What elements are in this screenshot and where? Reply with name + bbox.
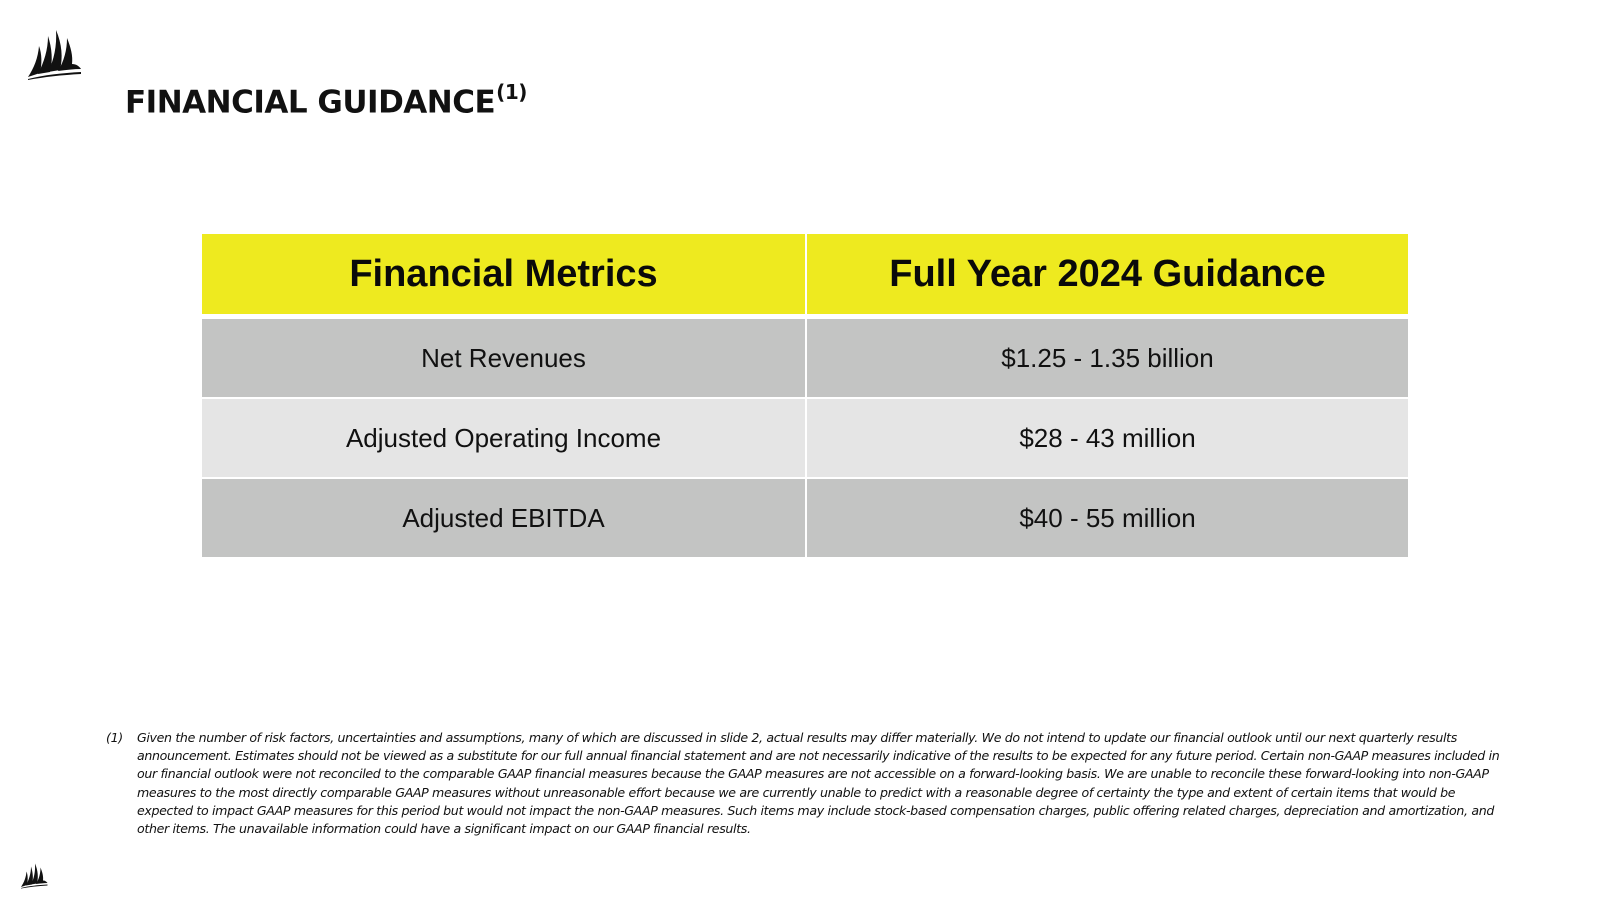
footnote-marker: (1) — [106, 730, 123, 745]
footnote — [106, 729, 1506, 838]
metric-cell: Adjusted EBITDA — [202, 478, 806, 557]
sails-logo-icon — [26, 28, 82, 80]
guidance-cell: $28 - 43 million — [806, 398, 1408, 478]
title-footnote-ref: (1) — [496, 80, 527, 104]
header-full-year-guidance: Full Year 2024 Guidance — [806, 234, 1408, 317]
title-text: FINANCIAL GUIDANCE — [125, 84, 496, 121]
table-row — [202, 398, 1408, 478]
table-row — [202, 478, 1408, 557]
footnote-text: Given the number of risk factors, uncertainties and assumptions, many of which are discussed in slide 2, actual results may differ materially. We do not intend to update our financial outlook until our next quarterly results announcement. Estimates should not be viewed as a substitute for our full annual financial statement and are not necessarily indicative of the results to be expected for any future period. Certain non-GAAP measures included in our financial outlook were not reconciled to the comparable GAAP financial measures because the GAAP measures are not accessible on a forward-looking basis. We are unable to reconcile these forward-looking into non-GAAP measures to the most directly comparable GAAP measures without unreasonable effort because we are currently unable to predict with a reasonable degree of certainty the type and extent of certain items that would be expected to impact GAAP measures for this period but would not impact the non-GAAP measures. Such items may include stock-based compensation charges, public offering related charges, depreciation and amortization, and other items. The unavailable information could have a significant impact on our GAAP financial results. — [137, 730, 1500, 837]
guidance-cell: $1.25 - 1.35 billion — [806, 317, 1408, 399]
page-title — [125, 82, 527, 120]
metric-cell: Net Revenues — [202, 317, 806, 399]
metric-cell: Adjusted Operating Income — [202, 398, 806, 478]
sails-logo-icon — [20, 862, 48, 889]
table-header-row — [202, 234, 1408, 317]
guidance-table — [202, 234, 1408, 557]
table-row — [202, 317, 1408, 399]
guidance-cell: $40 - 55 million — [806, 478, 1408, 557]
header-financial-metrics: Financial Metrics — [202, 234, 806, 317]
